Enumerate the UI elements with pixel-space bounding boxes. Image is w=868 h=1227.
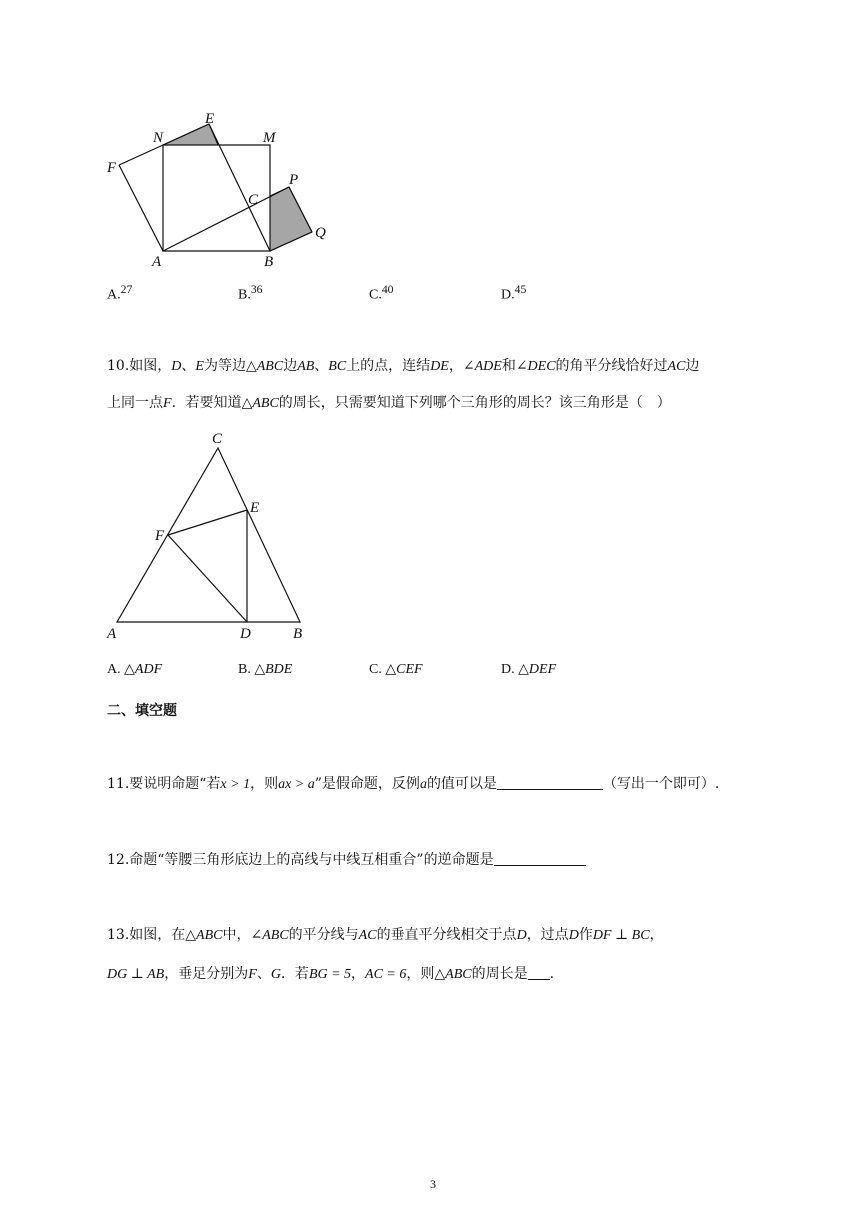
q13-answer-blank[interactable] xyxy=(528,964,550,980)
q9-option-a[interactable]: A.$^{27}$ xyxy=(107,283,133,303)
line-f-a xyxy=(119,165,163,251)
label-b: B xyxy=(264,254,274,270)
triangle-abc xyxy=(117,448,300,622)
q13-line-2: DG ⊥ AB，垂足分别为F、G．若BG = 5，AC = 6，则△ABC的周长是 . xyxy=(107,966,555,982)
label-a: A xyxy=(152,254,162,270)
figure-triangle xyxy=(100,425,320,645)
q9-option-c[interactable]: C.$^{40}$ xyxy=(369,283,394,303)
label-d2: D xyxy=(240,626,251,642)
q10-line-2: 上同一点F．若要知道△ABC的周长，只需要知道下列哪个三角形的周长？该三角形是（ ） xyxy=(107,395,671,411)
q10-option-c[interactable]: C. △CEF xyxy=(369,662,423,677)
label-p: P xyxy=(289,172,299,188)
label-n: N xyxy=(153,130,164,146)
label-c2: C xyxy=(212,431,223,447)
q12-answer-blank[interactable] xyxy=(494,850,586,866)
line-f-d xyxy=(168,535,247,622)
label-a2: A xyxy=(107,626,117,642)
q11-text: 11.要说明命题“若x > 1，则ax > a”是假命题，反例a的值可以是 （写出一个即可）. xyxy=(107,776,720,792)
q10-option-a[interactable]: A. △ADF xyxy=(107,662,163,677)
label-f: F xyxy=(107,160,117,176)
q9-option-d[interactable]: D.$^{45}$ xyxy=(501,283,527,303)
label-m: M xyxy=(263,130,276,146)
line-e-b xyxy=(209,124,270,251)
label-e2: E xyxy=(250,500,260,516)
label-e: E xyxy=(205,111,215,127)
section-fill-in-blank: 二、填空题 xyxy=(107,703,177,719)
q10-option-b[interactable]: B. △BDE xyxy=(238,662,293,677)
label-b2: B xyxy=(293,626,303,642)
q13-line-1: 13.如图，在△ABC中，∠ABC的平分线与AC的垂直平分线相交于点D，过点D作DF ⊥ BC， xyxy=(107,927,664,943)
q12-text: 12.命题“等腰三角形底边上的高线与中线互相重合”的逆命题是 xyxy=(107,850,586,870)
q9-option-b[interactable]: B.$^{36}$ xyxy=(238,283,263,303)
figure-squares xyxy=(100,105,340,275)
label-q: Q xyxy=(315,225,326,241)
q10-line-1: 10.如图，D、E为等边△ABC边AB、BC上的点，连结DE，∠ADE和∠DEC的角平分线恰好过AC边 xyxy=(107,358,700,374)
q10-option-d[interactable]: D. △DEF xyxy=(501,662,557,677)
q11-answer-blank[interactable] xyxy=(497,774,603,790)
label-f2: F xyxy=(155,528,165,544)
label-c: C xyxy=(248,192,259,208)
line-f-n xyxy=(119,145,163,165)
page-number: 3 xyxy=(430,1177,436,1191)
